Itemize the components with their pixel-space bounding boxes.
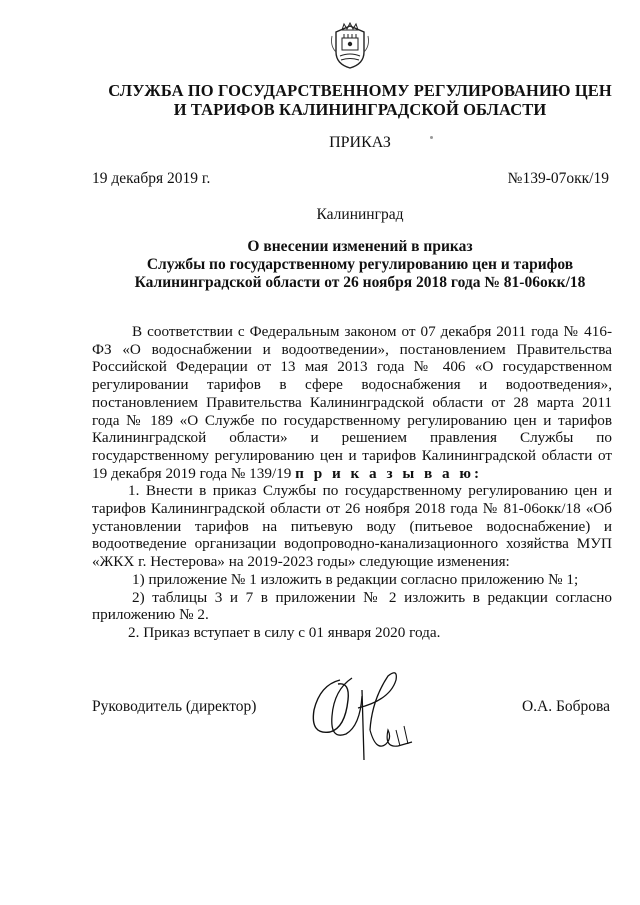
document-number: №139-07окк/19	[507, 170, 609, 187]
subject-line2: Службы по государственному регулированию цен и тарифов	[146, 256, 574, 273]
document-type: ПРИКАЗ	[329, 134, 391, 151]
order-verb: п р и к а з ы в а ю:	[295, 464, 483, 482]
order-item-1: 1. Внести в приказ Службы по государственному регулированию цен и тарифов Калининградской области от 26 ноября 2018 года № 81-06окк/18 «Об установлении тарифов на питьевую воду (питьевое водоснабжение) и водоотведение организации водопроводно-канализационного хозяйства МУП «ЖКХ г. Нестерова» на 2019-2023 годы» следующие изменения:	[92, 482, 612, 571]
subject-line3: Калининградской области от 26 ноября 2018 года № 81-06окк/18	[134, 274, 586, 291]
document-city: Калининград	[316, 206, 404, 223]
coat-of-arms-icon	[328, 22, 372, 70]
organization-name-line1: СЛУЖБА ПО ГОСУДАРСТВЕННОМУ РЕГУЛИРОВАНИЮ ЦЕН	[108, 81, 612, 100]
organization-name-line2: И ТАРИФОВ КАЛИНИНГРАДСКОЙ ОБЛАСТИ	[173, 100, 547, 119]
document-body	[92, 323, 612, 642]
order-item-1-sub-2: 2) таблицы 3 и 7 в приложении № 2 изложить в редакции согласно приложению № 2.	[92, 588, 612, 624]
order-item-1-sub-1: 1) приложение № 1 изложить в редакции согласно приложению № 1;	[132, 570, 579, 588]
order-item-2: 2. Приказ вступает в силу с 01 января 2020 года.	[128, 623, 441, 641]
preamble-text: В соответствии с Федеральным законом от 07 декабря 2011 года № 416-ФЗ «О водоснабжении и водоотведении», постановлением Правительства Российской Федерации от 13 мая 2013 года № 406 «О государственном регулировании тарифов в сфере водоснабжения и водоотведения», постановлением Правительства Калининградской области от 28 марта 2011 года № 189 «О Службе по государственному регулированию цен и тарифов Калининградской области» и решением правления Службы по государственному регулированию цен и тарифов Калининградской области от 19 декабря 2019 года № 139/19	[92, 323, 612, 482]
preamble-paragraph	[92, 323, 612, 482]
subject-line1: О внесении изменений в приказ	[247, 238, 473, 255]
signer-name: О.А. Боброва	[521, 698, 610, 715]
signer-title: Руководитель (директор)	[92, 698, 257, 715]
document-date: 19 декабря 2019 г.	[92, 170, 211, 187]
handwritten-signature	[300, 660, 430, 770]
